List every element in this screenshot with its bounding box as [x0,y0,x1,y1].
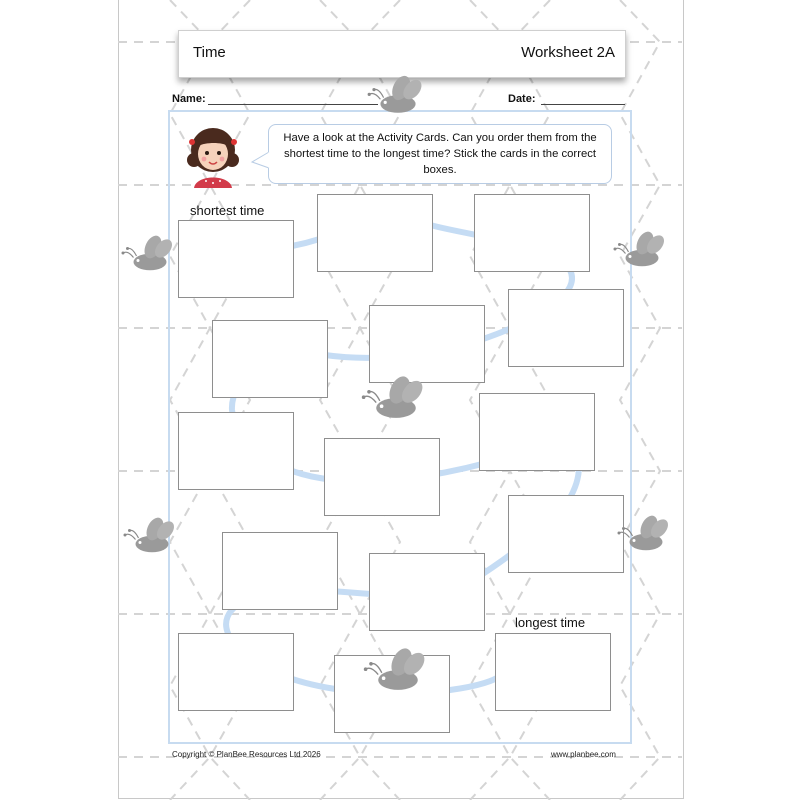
worksheet-number: Worksheet 2A [521,44,615,61]
bee-watermark-icon [362,373,427,418]
bee-watermark-icon [618,513,672,550]
website-footer[interactable]: www.planbee.com [551,750,616,759]
bee-watermark-icon [364,645,429,690]
date-label: Date: [508,93,536,105]
bee-watermark-icon [124,515,178,552]
bee-watermark-icon [614,229,668,266]
bee-watermark-icon [122,233,176,270]
shortest-time-label: shortest time [190,203,265,218]
name-label: Name: [172,93,206,105]
worksheet-topic-title: Time [193,44,226,61]
bee-watermark-icon [368,73,426,113]
longest-time-label: longest time [515,615,586,630]
copyright-footer: Copyright © PlanBee Resources Ltd 2026 [172,750,321,759]
instruction-text: Have a look at the Activity Cards. Can you order them from the shortest time to the longest time? Stick the cards in the correct boxes. [283,132,597,176]
